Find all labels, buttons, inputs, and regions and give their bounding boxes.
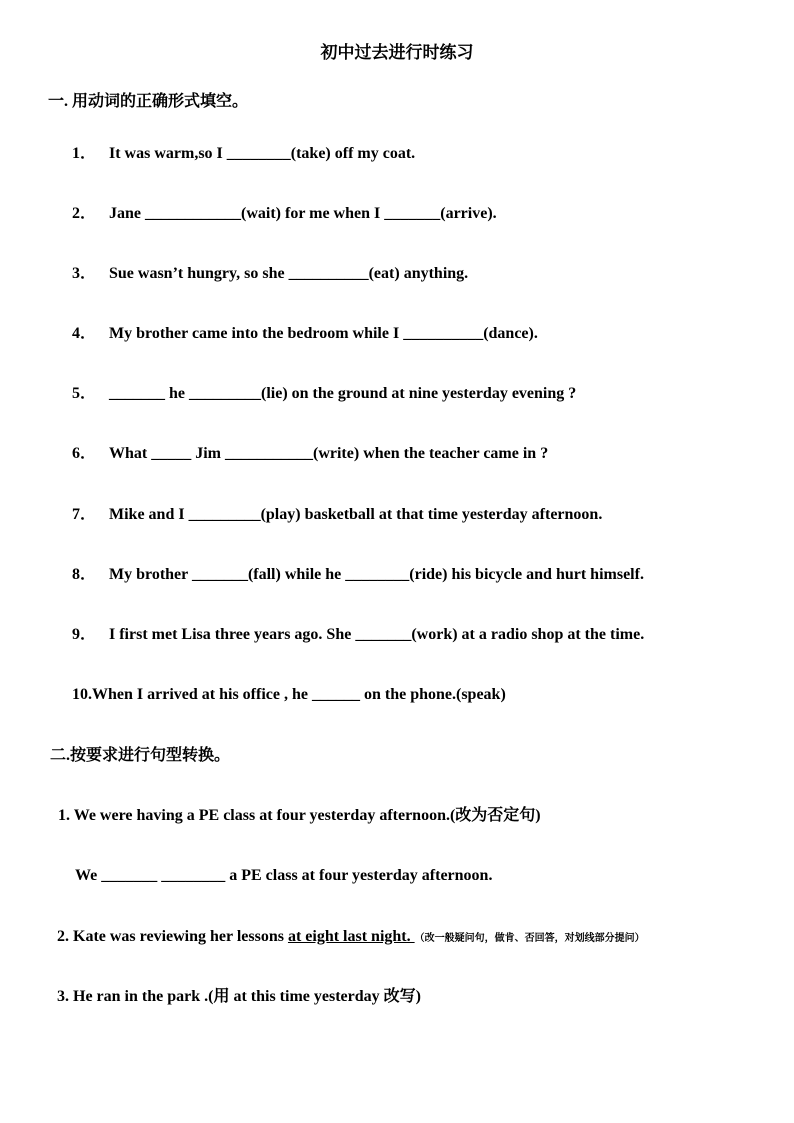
exercise-item-7 (72, 505, 602, 525)
question-instruction: （改一般疑问句，做肯、否回答，对划线部分提问） (414, 933, 645, 944)
exercise-item-2 (72, 204, 497, 224)
transform-answer-1: We _______ ________ a PE class at four yesterday afternoon. (75, 867, 493, 884)
item-text: My brother came into the bedroom while I __________(dance). (109, 325, 538, 342)
exercise-item-9 (72, 625, 644, 645)
question-text: 2. Kate was reviewing her lessons (57, 928, 288, 945)
exercise-item-3 (72, 264, 468, 284)
section-1-heading: 一. 用动词的正确形式填空。 (48, 93, 249, 110)
item-text: _______ he _________(lie) on the ground at nine yesterday evening ? (109, 385, 577, 402)
item-number: 8． (72, 566, 97, 583)
item-number: 5． (72, 385, 97, 402)
section-2-heading: 二.按要求进行句型转换。 (50, 747, 231, 764)
item-number: 3． (72, 265, 97, 282)
exercise-item-10 (72, 685, 506, 705)
underlined-phrase: at eight last night. (287, 928, 415, 945)
exercise-item-8 (72, 565, 644, 585)
item-text: My brother _______(fall) while he ________(ride) his bicycle and hurt himself. (109, 566, 644, 583)
exercise-item-6 (72, 444, 548, 464)
item-number: 7． (72, 506, 97, 523)
transform-question-3: 3. He ran in the park .(用 at this time yesterday 改写) (57, 988, 421, 1005)
item-text: 10.When I arrived at his office , he ______ on the phone.(speak) (72, 686, 506, 703)
transform-question-1: 1. We were having a PE class at four yesterday afternoon.(改为否定句) (58, 807, 541, 824)
exercise-item-5 (72, 384, 576, 404)
item-text: What _____ Jim ___________(write) when the teacher came in ? (109, 445, 549, 462)
item-number: 9． (72, 626, 97, 643)
page-title: 初中过去进行时练习 (320, 43, 474, 62)
transform-question-2 (57, 927, 645, 949)
item-text: Mike and I _________(play) basketball at that time yesterday afternoon. (109, 506, 603, 523)
item-text: It was warm,so I ________(take) off my coat. (109, 145, 416, 162)
item-text: I first met Lisa three years ago. She _______(work) at a radio shop at the time. (109, 626, 645, 643)
item-text: Jane ____________(wait) for me when I _______(arrive). (109, 205, 497, 222)
item-number: 4． (72, 325, 97, 342)
item-number: 2． (72, 205, 97, 222)
item-number: 6． (72, 445, 97, 462)
exercise-item-1 (72, 144, 415, 164)
item-number: 1． (72, 145, 97, 162)
exercise-item-4 (72, 324, 538, 344)
item-text: Sue wasn’t hungry, so she __________(eat) anything. (109, 265, 469, 282)
